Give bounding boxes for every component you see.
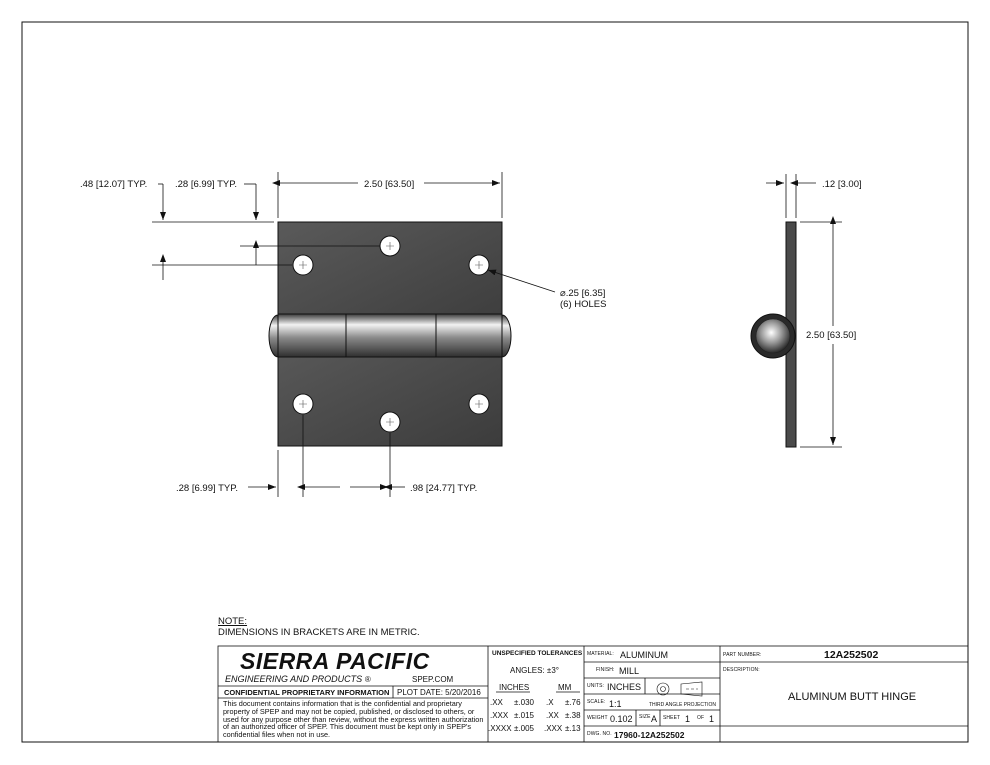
dim-hole-spacing: .98 [24.77] TYP. — [410, 483, 478, 494]
confidential-heading: CONFIDENTIAL PROPRIETARY INFORMATION — [224, 688, 390, 697]
tol-row-1-in-tol: ±.030 — [514, 698, 534, 707]
sheet-total: 1 — [709, 714, 715, 724]
size-value: A — [651, 714, 658, 724]
weight-label: WEIGHT — [587, 715, 608, 721]
tol-row-1-in-fmt: .XX — [490, 698, 503, 707]
tol-row-2-in-fmt: .XXX — [490, 711, 509, 720]
of-label: OF — [697, 715, 705, 721]
dim-thickness: .12 [3.00] — [822, 179, 862, 190]
finish-value: MILL — [619, 666, 640, 676]
note-text: DIMENSIONS IN BRACKETS ARE IN METRIC. — [218, 627, 420, 638]
tolerances-heading: UNSPECIFIED TOLERANCES — [492, 650, 583, 657]
part-number-label: PART NUMBER: — [723, 652, 762, 658]
tol-row-1-mm-fmt: .X — [546, 698, 554, 707]
company-website: SPEP.COM — [412, 675, 454, 684]
tol-row-2-mm-fmt: .XX — [546, 711, 559, 720]
tol-row-1-mm-tol: ±.76 — [565, 698, 581, 707]
knuckle-right — [436, 314, 502, 357]
mm-header: MM — [558, 683, 572, 692]
dim-top-offset: .28 [6.99] TYP. — [175, 179, 237, 190]
tol-row-3-in-fmt: .XXXX — [488, 724, 512, 733]
dim-left-margin: .48 [12.07] TYP. — [80, 179, 148, 190]
front-view — [269, 222, 511, 446]
weight-value: 0.102 — [610, 714, 633, 724]
scale-label: SCALE: — [587, 699, 606, 705]
company-logo: SIERRA PACIFIC — [240, 648, 430, 674]
plot-date: PLOT DATE: 5/20/2016 — [397, 688, 481, 697]
dim-bottom-offset: .28 [6.99] TYP. — [176, 483, 238, 494]
projection-label: THIRD ANGLE PROJECTION — [649, 702, 716, 708]
size-label: SIZE — [639, 714, 651, 720]
tol-row-3-mm-tol: ±.13 — [565, 724, 581, 733]
units-value: INCHES — [607, 682, 642, 692]
confidential-text: This document contains information that is the confidential and proprietary property of SPEP and may not be copied, published, or disclosed to others, or used for any purpose other than review, without the express written authorization of an authorized officer of SPEP. This document must be kept only in SPEP's confidential files when not in use. — [223, 699, 484, 740]
dim-height: 2.50 [63.50] — [806, 330, 857, 341]
description-label: DESCRIPTION: — [723, 667, 760, 673]
angles-tolerance: ANGLES: ±3° — [510, 666, 559, 675]
tol-row-3-mm-fmt: .XXX — [544, 724, 563, 733]
tol-row-2-mm-tol: ±.38 — [565, 711, 581, 720]
sheet-label: SHEET — [663, 715, 681, 721]
material-label: MATERIAL: — [587, 651, 614, 657]
finish-label: FINISH: — [596, 667, 615, 673]
dwg-no-value: 17960-12A252502 — [614, 730, 685, 740]
units-label: UNITS: — [587, 683, 604, 689]
scale-value: 1:1 — [609, 699, 622, 709]
tol-row-2-in-tol: ±.015 — [514, 711, 534, 720]
side-view — [751, 222, 796, 447]
knuckle-middle — [346, 314, 436, 357]
dim-hole-diameter: ⌀.25 [6.35] — [560, 288, 606, 299]
dwg-no-label: DWG. NO. — [587, 731, 612, 737]
knuckle-left — [278, 314, 346, 357]
material-value: ALUMINUM — [620, 650, 669, 660]
tol-row-3-in-tol: ±.005 — [514, 724, 534, 733]
company-subtitle: ENGINEERING AND PRODUCTS ® — [225, 674, 371, 684]
dim-width: 2.50 [63.50] — [364, 179, 415, 190]
description-value: ALUMINUM BUTT HINGE — [788, 691, 917, 703]
dim-holes-count: (6) HOLES — [560, 299, 607, 310]
inches-header: INCHES — [499, 683, 530, 692]
note-title: NOTE: — [218, 616, 248, 627]
sheet-value: 1 — [685, 714, 691, 724]
part-number-value: 12A252502 — [824, 649, 879, 661]
